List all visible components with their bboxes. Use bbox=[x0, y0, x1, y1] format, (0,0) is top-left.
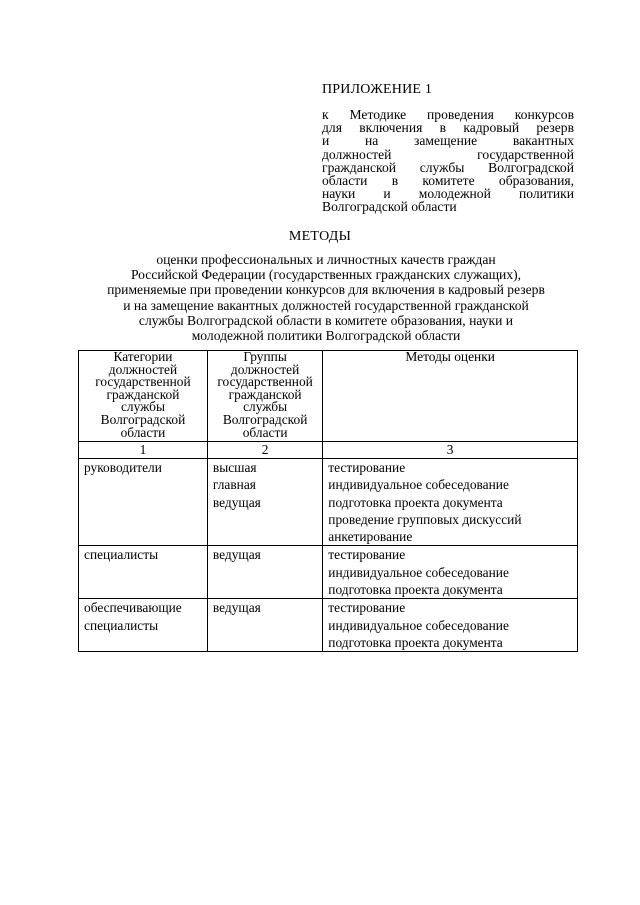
header-line: Группы bbox=[243, 349, 287, 364]
header-line: области bbox=[242, 424, 288, 440]
method-text: индивидуальное собеседование bbox=[328, 564, 509, 580]
method-text: анкетирование bbox=[328, 529, 413, 545]
appendix-line: науки и молодежной политики bbox=[322, 186, 574, 202]
subtitle-line: и на замещение вакантных должностей государственной гражданской bbox=[123, 297, 529, 313]
table-number-row bbox=[79, 442, 578, 459]
category-text: обеспечивающие bbox=[84, 600, 182, 616]
header-line: службы bbox=[120, 399, 165, 415]
method-text: подготовка проекта документа bbox=[328, 582, 503, 598]
category-text: специалисты bbox=[84, 547, 159, 563]
group-text: ведущая bbox=[212, 494, 261, 510]
methods-cell bbox=[323, 599, 578, 652]
method-text: тестирование bbox=[328, 600, 406, 616]
header-line: гражданской bbox=[228, 386, 302, 402]
header-line: Методы оценки bbox=[405, 349, 495, 364]
method-text: индивидуальное собеседование bbox=[328, 477, 509, 493]
header-line: должностей bbox=[230, 361, 300, 377]
method-text: тестирование bbox=[328, 460, 406, 475]
methods-cell bbox=[323, 459, 578, 546]
header-line: государственной bbox=[217, 374, 313, 390]
category-text: специалисты bbox=[84, 617, 159, 633]
group-text: главная bbox=[212, 477, 256, 493]
group-text: ведущая bbox=[212, 600, 261, 616]
header-line: Волгоградской bbox=[100, 411, 186, 427]
appendix-text bbox=[322, 108, 574, 214]
groups-cell bbox=[207, 546, 322, 599]
table-row bbox=[79, 459, 578, 546]
appendix-line: для включения в кадровый резерв bbox=[322, 120, 574, 136]
subtitle-line: Российской Федерации (государственных гражданских служащих), bbox=[130, 267, 522, 283]
subtitle-line: оценки профессиональных и личностных качеств граждан bbox=[156, 252, 496, 267]
method-text: проведение групповых дискуссий bbox=[328, 511, 522, 527]
category-text: руководители bbox=[84, 460, 162, 475]
header-cell-methods bbox=[323, 351, 578, 442]
column-number: 2 bbox=[207, 442, 322, 459]
header-cell-categories bbox=[79, 351, 208, 442]
table-header-row bbox=[79, 351, 578, 442]
groups-cell bbox=[207, 599, 322, 652]
category-cell bbox=[79, 459, 208, 546]
table-row bbox=[79, 599, 578, 652]
header-line: Категории bbox=[113, 349, 173, 364]
header-line: Волгоградской bbox=[222, 411, 308, 427]
method-text: тестирование bbox=[328, 547, 406, 563]
header-line: службы bbox=[243, 399, 288, 415]
methods-table bbox=[78, 350, 578, 652]
subtitle-line: службы Волгоградской области в комитете образования, науки и bbox=[138, 312, 514, 328]
appendix-line: к Методике проведения конкурсов bbox=[322, 107, 574, 122]
document-title: МЕТОДЫ bbox=[288, 229, 352, 244]
groups-cell bbox=[207, 459, 322, 546]
table-row bbox=[79, 546, 578, 599]
methods-cell bbox=[323, 546, 578, 599]
appendix-line: области в комитете образования, bbox=[322, 173, 574, 189]
header-cell-groups bbox=[207, 351, 322, 442]
group-text: высшая bbox=[212, 460, 257, 475]
header-line: должностей bbox=[108, 361, 178, 377]
appendix-block bbox=[322, 82, 574, 214]
column-number: 3 bbox=[323, 442, 578, 459]
appendix-line: должностей государственной bbox=[322, 146, 574, 162]
document-subtitle bbox=[60, 252, 592, 343]
appendix-line: Волгоградской области bbox=[322, 199, 457, 215]
group-text: ведущая bbox=[212, 547, 261, 563]
appendix-line: гражданской службы Волгоградской bbox=[322, 159, 574, 175]
subtitle-line: применяемые при проведении конкурсов для включения в кадровый резерв bbox=[107, 282, 545, 298]
column-number: 1 bbox=[79, 442, 208, 459]
subtitle-line: молодежной политики Волгоградской области bbox=[191, 328, 461, 344]
header-line: области bbox=[120, 424, 166, 440]
header-line: гражданской bbox=[106, 386, 180, 402]
method-text: подготовка проекта документа bbox=[328, 634, 503, 650]
category-cell bbox=[79, 546, 208, 599]
appendix-title: ПРИЛОЖЕНИЕ 1 bbox=[322, 82, 433, 97]
header-line: государственной bbox=[95, 374, 191, 390]
method-text: подготовка проекта документа bbox=[328, 494, 503, 510]
method-text: индивидуальное собеседование bbox=[328, 617, 509, 633]
category-cell bbox=[79, 599, 208, 652]
appendix-line: и на замещение вакантных bbox=[322, 133, 574, 149]
